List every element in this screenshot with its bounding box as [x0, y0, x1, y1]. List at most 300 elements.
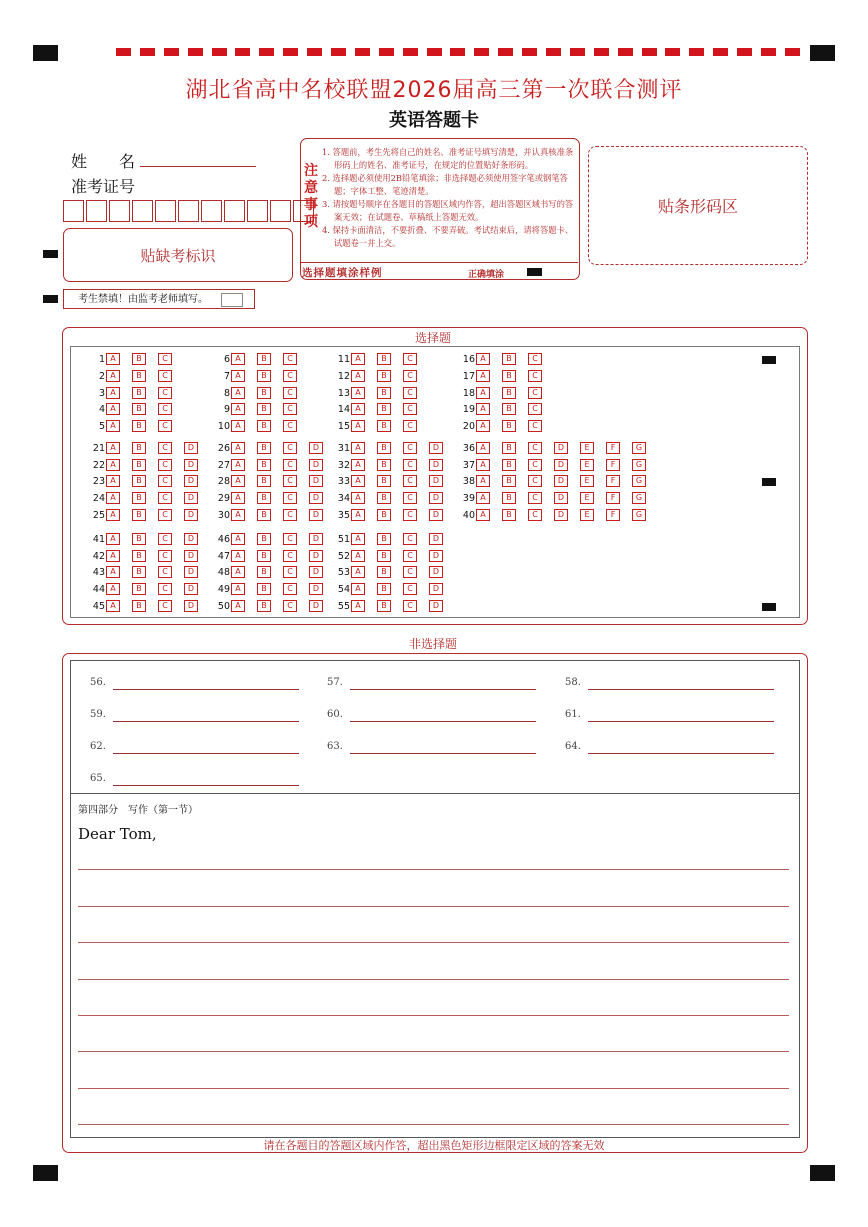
- option-bubble[interactable]: C: [158, 403, 172, 415]
- option-bubble[interactable]: C: [403, 566, 417, 578]
- dash-mark: [140, 48, 155, 56]
- option-bubble[interactable]: B: [377, 492, 391, 504]
- option-bubble[interactable]: B: [132, 492, 146, 504]
- option-bubble[interactable]: C: [283, 475, 297, 487]
- option-bubble[interactable]: D: [554, 459, 568, 471]
- option-bubble[interactable]: E: [580, 442, 594, 454]
- option-bubble[interactable]: B: [377, 583, 391, 595]
- id-digit-box[interactable]: [178, 200, 199, 222]
- writing-line[interactable]: [78, 1124, 789, 1125]
- option-bubble[interactable]: C: [403, 387, 417, 399]
- option-bubble[interactable]: B: [377, 600, 391, 612]
- option-bubble[interactable]: A: [231, 533, 245, 545]
- option-bubble[interactable]: B: [132, 459, 146, 471]
- option-bubble[interactable]: C: [283, 370, 297, 382]
- option-bubble[interactable]: A: [231, 509, 245, 521]
- option-bubble[interactable]: A: [106, 566, 120, 578]
- option-bubble[interactable]: A: [106, 583, 120, 595]
- option-bubble[interactable]: C: [158, 492, 172, 504]
- option-bubble[interactable]: A: [351, 475, 365, 487]
- option-bubble[interactable]: C: [528, 387, 542, 399]
- option-bubble[interactable]: D: [429, 566, 443, 578]
- option-bubble[interactable]: A: [106, 387, 120, 399]
- option-bubble[interactable]: G: [632, 475, 646, 487]
- option-bubble[interactable]: C: [528, 509, 542, 521]
- option-bubble[interactable]: C: [158, 533, 172, 545]
- option-bubble[interactable]: D: [309, 600, 323, 612]
- option-bubble[interactable]: C: [283, 459, 297, 471]
- dash-mark: [546, 48, 561, 56]
- option-bubble[interactable]: B: [257, 509, 271, 521]
- option-bubble[interactable]: A: [231, 550, 245, 562]
- option-bubble[interactable]: G: [632, 459, 646, 471]
- option-bubble[interactable]: C: [283, 566, 297, 578]
- option-bubble[interactable]: D: [554, 509, 568, 521]
- option-bubble[interactable]: C: [403, 600, 417, 612]
- option-bubble[interactable]: C: [283, 403, 297, 415]
- option-bubble[interactable]: B: [502, 442, 516, 454]
- option-bubble[interactable]: B: [502, 509, 516, 521]
- option-bubble[interactable]: C: [528, 353, 542, 365]
- blank-answer-line[interactable]: [588, 753, 774, 754]
- option-bubble[interactable]: D: [554, 475, 568, 487]
- proctor-checkbox[interactable]: [221, 293, 243, 307]
- blank-item: [565, 709, 777, 723]
- choice-question: [206, 353, 309, 365]
- choice-question: [206, 370, 309, 382]
- option-bubble[interactable]: C: [528, 492, 542, 504]
- option-bubble[interactable]: C: [283, 442, 297, 454]
- option-bubble[interactable]: B: [257, 370, 271, 382]
- option-bubble[interactable]: A: [476, 492, 490, 504]
- option-bubble[interactable]: D: [429, 550, 443, 562]
- option-bubble[interactable]: B: [377, 370, 391, 382]
- choice-question: [81, 533, 210, 545]
- option-bubble[interactable]: D: [184, 475, 198, 487]
- option-bubble[interactable]: A: [231, 387, 245, 399]
- option-bubble[interactable]: A: [106, 509, 120, 521]
- option-bubble[interactable]: B: [377, 459, 391, 471]
- option-bubble[interactable]: D: [184, 600, 198, 612]
- option-bubble[interactable]: B: [132, 370, 146, 382]
- option-bubble[interactable]: B: [132, 509, 146, 521]
- option-bubble[interactable]: F: [606, 509, 620, 521]
- option-bubble[interactable]: A: [351, 387, 365, 399]
- option-bubble[interactable]: D: [554, 442, 568, 454]
- option-bubble[interactable]: E: [580, 509, 594, 521]
- option-bubble[interactable]: C: [158, 353, 172, 365]
- option-bubble[interactable]: C: [283, 387, 297, 399]
- option-bubble[interactable]: B: [502, 492, 516, 504]
- option-bubble[interactable]: B: [377, 475, 391, 487]
- option-bubble[interactable]: B: [132, 533, 146, 545]
- option-bubble[interactable]: C: [528, 459, 542, 471]
- option-bubble[interactable]: C: [158, 600, 172, 612]
- choice-question: [451, 403, 554, 415]
- choice-question: [206, 420, 309, 432]
- option-bubble[interactable]: B: [377, 420, 391, 432]
- option-bubble[interactable]: F: [606, 492, 620, 504]
- option-bubble[interactable]: D: [184, 442, 198, 454]
- dash-mark: [427, 48, 442, 56]
- option-bubble[interactable]: A: [351, 583, 365, 595]
- option-bubble[interactable]: C: [403, 420, 417, 432]
- option-bubble[interactable]: A: [351, 550, 365, 562]
- option-bubble[interactable]: B: [502, 475, 516, 487]
- option-bubble[interactable]: B: [132, 387, 146, 399]
- writing-title: 第四部分 写作（第一节）: [78, 805, 198, 816]
- option-bubble[interactable]: A: [476, 353, 490, 365]
- id-digit-box[interactable]: [109, 200, 130, 222]
- dash-mark: [235, 48, 250, 56]
- option-bubble[interactable]: B: [502, 353, 516, 365]
- option-bubble[interactable]: B: [377, 566, 391, 578]
- question-number: 46: [217, 533, 230, 545]
- corner-mark-bottom-left: [33, 1165, 58, 1181]
- writing-line[interactable]: [78, 1088, 789, 1089]
- option-bubble[interactable]: C: [403, 550, 417, 562]
- option-bubble[interactable]: C: [158, 442, 172, 454]
- option-bubble[interactable]: F: [606, 475, 620, 487]
- option-bubble[interactable]: C: [158, 509, 172, 521]
- dash-mark: [665, 48, 680, 56]
- blank-answer-line[interactable]: [350, 721, 536, 722]
- question-number: 27: [217, 459, 230, 471]
- timing-mark: [762, 603, 776, 611]
- option-bubble[interactable]: A: [476, 387, 490, 399]
- option-bubble[interactable]: C: [158, 387, 172, 399]
- question-number: 30: [217, 509, 230, 521]
- footer-note: 请在各题目的答题区域内作答，超出黑色矩形边框限定区域的答案无效: [263, 1139, 605, 1152]
- option-bubble[interactable]: D: [554, 492, 568, 504]
- name-field[interactable]: [140, 166, 256, 167]
- option-bubble[interactable]: B: [132, 403, 146, 415]
- option-bubble[interactable]: A: [351, 459, 365, 471]
- option-bubble[interactable]: A: [351, 509, 365, 521]
- option-bubble[interactable]: B: [257, 583, 271, 595]
- option-bubble[interactable]: D: [429, 583, 443, 595]
- id-digit-box[interactable]: [63, 200, 84, 222]
- option-bubble[interactable]: A: [476, 420, 490, 432]
- option-bubble[interactable]: D: [309, 475, 323, 487]
- option-bubble[interactable]: A: [106, 459, 120, 471]
- id-digit-box[interactable]: [86, 200, 107, 222]
- option-bubble[interactable]: C: [158, 459, 172, 471]
- option-bubble[interactable]: C: [158, 370, 172, 382]
- writing-line[interactable]: [78, 942, 789, 943]
- choice-question: [326, 442, 455, 454]
- writing-salutation: Dear Tom,: [78, 825, 157, 843]
- option-bubble[interactable]: A: [231, 566, 245, 578]
- exam-id-boxes[interactable]: [63, 200, 316, 222]
- page-subtitle: 英语答题卡: [389, 110, 479, 131]
- option-bubble[interactable]: D: [309, 492, 323, 504]
- id-digit-box[interactable]: [155, 200, 176, 222]
- option-bubble[interactable]: A: [351, 353, 365, 365]
- choice-question: [451, 442, 658, 454]
- dash-mark: [689, 48, 704, 56]
- option-bubble[interactable]: C: [283, 492, 297, 504]
- option-bubble[interactable]: A: [231, 403, 245, 415]
- option-bubble[interactable]: C: [158, 583, 172, 595]
- blank-answer-line[interactable]: [113, 689, 299, 690]
- question-number: 41: [92, 533, 105, 545]
- option-bubble[interactable]: A: [351, 442, 365, 454]
- option-bubble[interactable]: B: [502, 420, 516, 432]
- option-bubble[interactable]: B: [502, 387, 516, 399]
- option-bubble[interactable]: C: [403, 583, 417, 595]
- option-bubble[interactable]: A: [106, 550, 120, 562]
- option-bubble[interactable]: C: [283, 509, 297, 521]
- option-bubble[interactable]: D: [429, 442, 443, 454]
- option-bubble[interactable]: C: [403, 442, 417, 454]
- option-bubble[interactable]: B: [257, 420, 271, 432]
- option-bubble[interactable]: B: [257, 442, 271, 454]
- option-bubble[interactable]: D: [309, 550, 323, 562]
- option-bubble[interactable]: A: [351, 566, 365, 578]
- blank-answer-line[interactable]: [113, 753, 299, 754]
- option-bubble[interactable]: A: [106, 533, 120, 545]
- blank-item: [90, 677, 302, 691]
- option-bubble[interactable]: C: [403, 492, 417, 504]
- option-bubble[interactable]: B: [502, 459, 516, 471]
- option-bubble[interactable]: E: [580, 475, 594, 487]
- option-bubble[interactable]: C: [158, 420, 172, 432]
- option-bubble[interactable]: B: [502, 403, 516, 415]
- question-number: 1: [98, 353, 105, 365]
- option-bubble[interactable]: C: [283, 420, 297, 432]
- option-bubble[interactable]: D: [184, 492, 198, 504]
- option-bubble[interactable]: D: [309, 459, 323, 471]
- option-bubble[interactable]: D: [184, 509, 198, 521]
- option-bubble[interactable]: A: [106, 370, 120, 382]
- option-bubble[interactable]: D: [309, 566, 323, 578]
- option-bubble[interactable]: A: [231, 475, 245, 487]
- option-bubble[interactable]: B: [377, 533, 391, 545]
- option-bubble[interactable]: D: [184, 533, 198, 545]
- blank-answer-line[interactable]: [113, 785, 299, 786]
- missing-exam-sticker-area[interactable]: [63, 228, 293, 282]
- barcode-area[interactable]: [588, 146, 808, 265]
- option-bubble[interactable]: D: [309, 533, 323, 545]
- option-bubble[interactable]: A: [106, 442, 120, 454]
- question-number: 54: [337, 583, 350, 595]
- id-digit-box[interactable]: [224, 200, 245, 222]
- option-bubble[interactable]: D: [309, 442, 323, 454]
- option-bubble[interactable]: G: [632, 442, 646, 454]
- option-bubble[interactable]: C: [283, 600, 297, 612]
- choice-question: [206, 459, 335, 471]
- option-bubble[interactable]: A: [231, 370, 245, 382]
- option-bubble[interactable]: A: [476, 459, 490, 471]
- option-bubble[interactable]: B: [257, 459, 271, 471]
- option-bubble[interactable]: D: [184, 583, 198, 595]
- question-number: 19: [462, 403, 475, 415]
- writing-line[interactable]: [78, 869, 789, 870]
- option-bubble[interactable]: A: [351, 370, 365, 382]
- option-bubble[interactable]: B: [257, 475, 271, 487]
- option-bubble[interactable]: E: [580, 492, 594, 504]
- option-bubble[interactable]: C: [158, 475, 172, 487]
- option-bubble[interactable]: B: [257, 566, 271, 578]
- question-number: 21: [92, 442, 105, 454]
- option-bubble[interactable]: B: [257, 533, 271, 545]
- option-bubble[interactable]: C: [403, 353, 417, 365]
- option-bubble[interactable]: A: [231, 442, 245, 454]
- option-bubble[interactable]: D: [429, 492, 443, 504]
- choice-question: [326, 550, 455, 562]
- option-bubble[interactable]: C: [403, 403, 417, 415]
- option-bubble[interactable]: A: [231, 459, 245, 471]
- id-digit-box[interactable]: [132, 200, 153, 222]
- blank-number: 63.: [327, 741, 343, 752]
- option-bubble[interactable]: D: [309, 583, 323, 595]
- option-bubble[interactable]: B: [377, 387, 391, 399]
- option-bubble[interactable]: C: [403, 533, 417, 545]
- option-bubble[interactable]: A: [106, 420, 120, 432]
- question-number: 45: [92, 600, 105, 612]
- option-bubble[interactable]: D: [429, 600, 443, 612]
- option-bubble[interactable]: B: [257, 403, 271, 415]
- option-bubble[interactable]: B: [377, 403, 391, 415]
- option-bubble[interactable]: F: [606, 459, 620, 471]
- id-digit-box[interactable]: [247, 200, 268, 222]
- question-number: 50: [217, 600, 230, 612]
- option-bubble[interactable]: A: [476, 475, 490, 487]
- blank-number: 64.: [565, 741, 581, 752]
- id-digit-box[interactable]: [201, 200, 222, 222]
- blank-answer-line[interactable]: [350, 753, 536, 754]
- option-bubble[interactable]: B: [132, 566, 146, 578]
- option-bubble[interactable]: C: [528, 475, 542, 487]
- option-bubble[interactable]: B: [132, 353, 146, 365]
- option-bubble[interactable]: C: [283, 550, 297, 562]
- option-bubble[interactable]: C: [158, 566, 172, 578]
- option-bubble[interactable]: A: [476, 442, 490, 454]
- writing-line[interactable]: [78, 1015, 789, 1016]
- option-bubble[interactable]: C: [528, 403, 542, 415]
- writing-line[interactable]: [78, 906, 789, 907]
- option-bubble[interactable]: B: [132, 600, 146, 612]
- option-bubble[interactable]: C: [283, 583, 297, 595]
- option-bubble[interactable]: F: [606, 442, 620, 454]
- blank-answer-line[interactable]: [350, 689, 536, 690]
- writing-line[interactable]: [78, 1051, 789, 1052]
- option-bubble[interactable]: B: [257, 550, 271, 562]
- writing-line[interactable]: [78, 979, 789, 980]
- option-bubble[interactable]: C: [283, 353, 297, 365]
- option-bubble[interactable]: C: [528, 370, 542, 382]
- option-bubble[interactable]: G: [632, 509, 646, 521]
- option-bubble[interactable]: D: [184, 550, 198, 562]
- option-bubble[interactable]: A: [476, 370, 490, 382]
- option-bubble[interactable]: D: [429, 475, 443, 487]
- option-bubble[interactable]: A: [231, 492, 245, 504]
- option-bubble[interactable]: B: [257, 492, 271, 504]
- option-bubble[interactable]: C: [403, 475, 417, 487]
- page-title: 湖北省高中名校联盟2026届高三第一次联合测评: [185, 78, 683, 103]
- option-bubble[interactable]: E: [580, 459, 594, 471]
- option-bubble[interactable]: A: [351, 600, 365, 612]
- option-bubble[interactable]: A: [106, 600, 120, 612]
- option-bubble[interactable]: A: [351, 420, 365, 432]
- option-bubble[interactable]: D: [429, 533, 443, 545]
- option-bubble[interactable]: B: [132, 475, 146, 487]
- dash-mark: [283, 48, 298, 56]
- option-bubble[interactable]: B: [132, 583, 146, 595]
- option-bubble[interactable]: A: [106, 403, 120, 415]
- option-bubble[interactable]: C: [403, 370, 417, 382]
- blank-number: 62.: [90, 741, 106, 752]
- option-bubble[interactable]: B: [377, 353, 391, 365]
- option-bubble[interactable]: B: [132, 442, 146, 454]
- option-bubble[interactable]: A: [106, 492, 120, 504]
- choice-question: [81, 420, 184, 432]
- option-bubble[interactable]: B: [502, 370, 516, 382]
- question-number: 48: [217, 566, 230, 578]
- option-bubble[interactable]: B: [257, 600, 271, 612]
- option-bubble[interactable]: A: [476, 403, 490, 415]
- option-bubble[interactable]: G: [632, 492, 646, 504]
- question-number: 7: [223, 370, 230, 382]
- blank-number: 60.: [327, 709, 343, 720]
- choice-question: [81, 509, 210, 521]
- option-bubble[interactable]: D: [429, 509, 443, 521]
- option-bubble[interactable]: A: [106, 475, 120, 487]
- option-bubble[interactable]: A: [231, 583, 245, 595]
- blank-answer-line[interactable]: [588, 721, 774, 722]
- option-bubble[interactable]: A: [231, 420, 245, 432]
- option-bubble[interactable]: B: [132, 550, 146, 562]
- option-bubble[interactable]: C: [403, 509, 417, 521]
- question-number: 51: [337, 533, 350, 545]
- option-bubble[interactable]: D: [184, 566, 198, 578]
- choice-question: [326, 492, 455, 504]
- option-bubble[interactable]: D: [184, 459, 198, 471]
- option-bubble[interactable]: B: [257, 387, 271, 399]
- option-bubble[interactable]: A: [106, 353, 120, 365]
- option-bubble[interactable]: C: [403, 459, 417, 471]
- blank-answer-line[interactable]: [588, 689, 774, 690]
- question-number: 37: [462, 459, 475, 471]
- option-bubble[interactable]: B: [377, 550, 391, 562]
- option-bubble[interactable]: B: [377, 509, 391, 521]
- id-digit-box[interactable]: [270, 200, 291, 222]
- option-bubble[interactable]: A: [231, 600, 245, 612]
- option-bubble[interactable]: B: [132, 420, 146, 432]
- choice-question: [326, 475, 455, 487]
- option-bubble[interactable]: C: [283, 533, 297, 545]
- question-number: 14: [337, 403, 350, 415]
- option-bubble[interactable]: C: [158, 550, 172, 562]
- option-bubble[interactable]: D: [309, 509, 323, 521]
- option-bubble[interactable]: A: [351, 492, 365, 504]
- option-bubble[interactable]: A: [351, 533, 365, 545]
- timing-mark: [762, 356, 776, 364]
- blank-answer-line[interactable]: [113, 721, 299, 722]
- option-bubble[interactable]: C: [528, 442, 542, 454]
- dash-mark: [403, 48, 418, 56]
- option-bubble[interactable]: D: [429, 459, 443, 471]
- choice-question: [451, 492, 658, 504]
- option-bubble[interactable]: A: [476, 509, 490, 521]
- option-bubble[interactable]: B: [377, 442, 391, 454]
- option-bubble[interactable]: A: [351, 403, 365, 415]
- option-bubble[interactable]: B: [257, 353, 271, 365]
- option-bubble[interactable]: A: [231, 353, 245, 365]
- option-bubble[interactable]: C: [528, 420, 542, 432]
- question-number: 28: [217, 475, 230, 487]
